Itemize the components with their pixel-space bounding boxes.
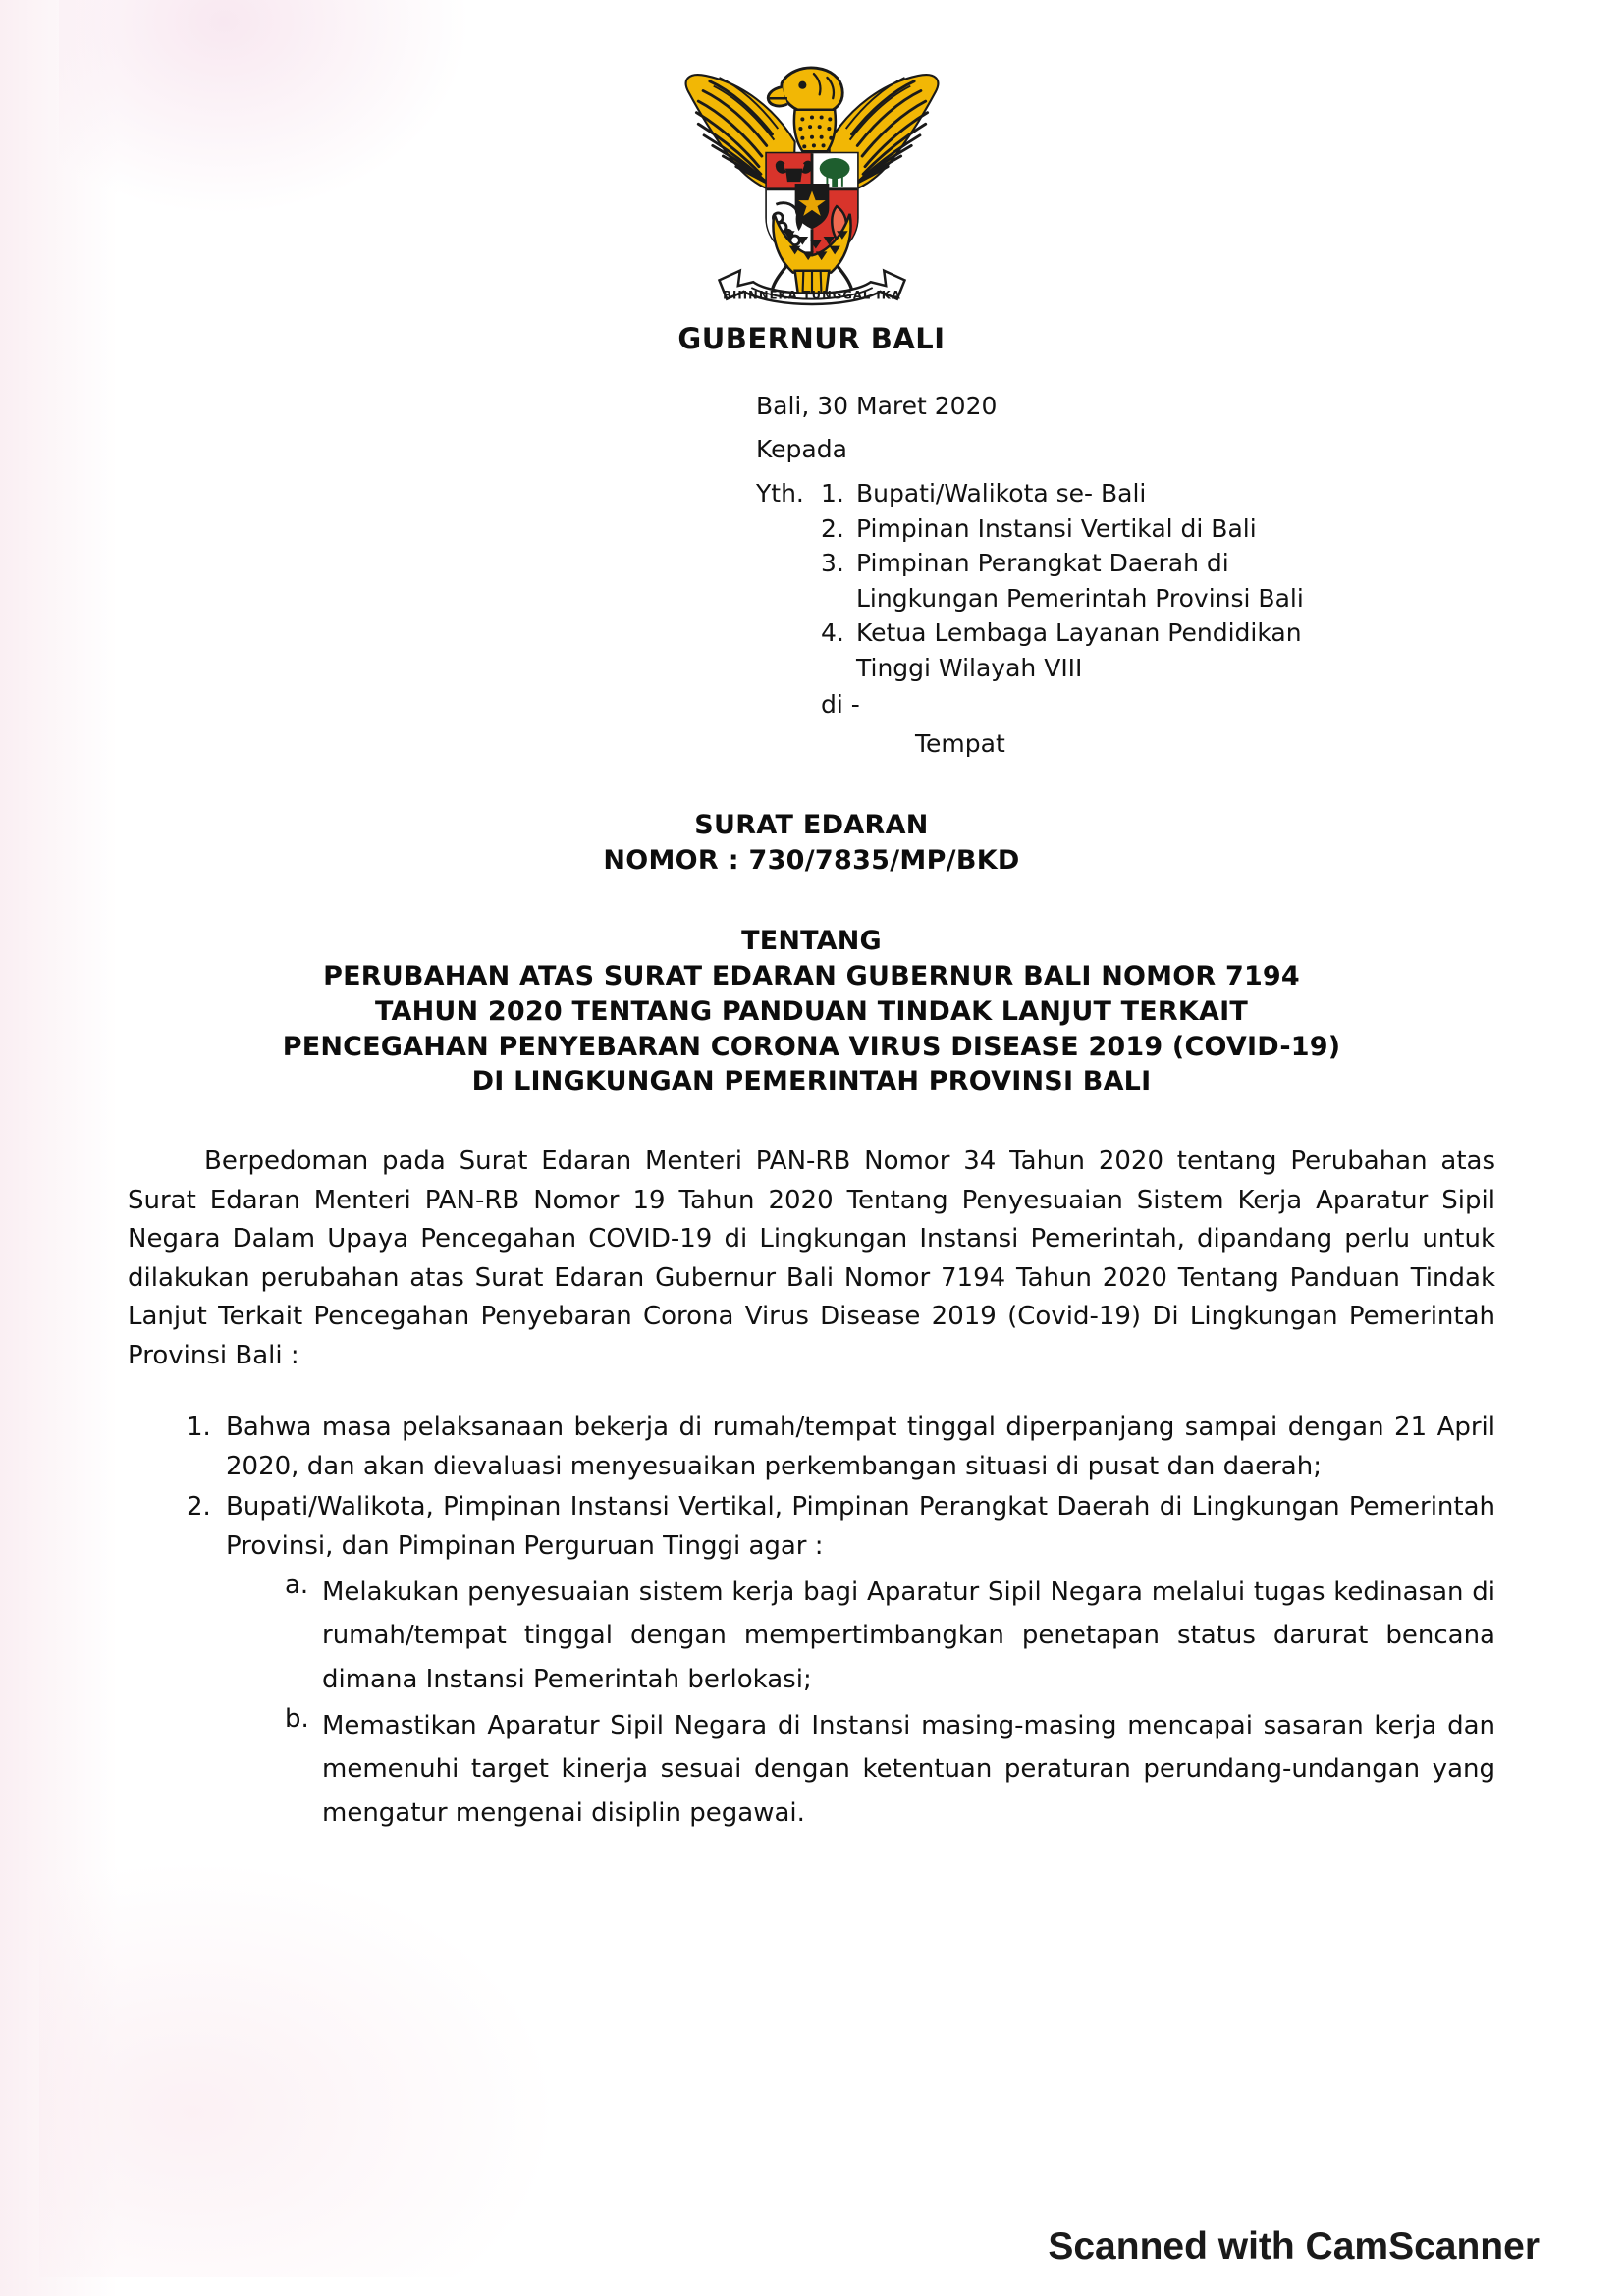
- subject-line-1: PERUBAHAN ATAS SURAT EDARAN GUBERNUR BALI NOMOR 7194: [323, 960, 1300, 991]
- item-marker: 2.: [187, 1492, 211, 1522]
- garuda-pancasila-emblem: [660, 51, 964, 316]
- recipient-number: 2.: [821, 513, 844, 543]
- list-item: [821, 511, 1304, 547]
- scan-tint-bottom: [39, 1865, 550, 2277]
- kepada-label: Kepada: [756, 434, 847, 463]
- sub-list: [128, 1571, 1495, 1836]
- recipient-number: 1.: [821, 479, 844, 507]
- tempat-line: Tempat: [915, 728, 1005, 758]
- item-text: Bupati/Walikota, Pimpinan Instansi Vertikal, Pimpinan Perangkat Daerah di Lingkungan Pemerintah Provinsi, dan Pimpinan Perguruan Tinggi agar :: [226, 1492, 1495, 1561]
- item-text: Bahwa masa pelaksanaan bekerja di rumah/tempat tinggal diperpanjang sampai dengan 21 April 2020, dan akan dievaluasi menyesuaikan perkembangan situasi di pusat dan daerah;: [226, 1413, 1495, 1481]
- list-item: [821, 476, 1304, 511]
- list-item: [128, 1488, 1495, 1566]
- subject-line-3: PENCEGAHAN PENYEBARAN CORONA VIRUS DISEASE 2019 (COVID-19): [282, 1031, 1341, 1062]
- page-title: GUBERNUR BALI: [677, 322, 946, 355]
- tentang-label: TENTANG: [741, 925, 882, 956]
- recipient-number: 3.: [821, 549, 844, 577]
- recipient-text: Pimpinan Instansi Vertikal di Bali: [856, 513, 1257, 543]
- subitem-text: Memastikan Aparatur Sipil Negara di Instansi masing-masing mencapai sasaran kerja dan memenuhi target kinerja sesuai dengan ketentuan peraturan perundang-undangan yang mengatur mengenai disiplin pegawai.: [322, 1710, 1495, 1829]
- camscanner-watermark: Scanned with CamScanner: [1048, 2225, 1540, 2268]
- document-title-block: [128, 808, 1495, 879]
- emblem-container: [128, 0, 1495, 316]
- numbered-list: [128, 1409, 1495, 1566]
- svg-text:BHINNEKA TUNGGAL IKA: BHINNEKA TUNGGAL IKA: [722, 288, 901, 302]
- recipient-continuation-line: [821, 581, 1304, 616]
- opening-paragraph: Berpedoman pada Surat Edaran Menteri PAN-RB Nomor 34 Tahun 2020 tentang Perubahan atas Surat Edaran Menteri PAN-RB Nomor 19 Tahun 2020 Tentang Penyesuaian Sistem Kerja Aparatur Sipil Negara Dalam Upaya Pencegahan COVID-19 di Lingkungan Instansi Pemerintah, dipandang perlu untuk dilakukan perubahan atas Surat Edaran Gubernur Bali Nomor 7194 Tahun 2020 Tentang Panduan Tindak Lanjut Terkait Pencegahan Penyebaran Corona Virus Disease 2019 (Covid-19) Di Lingkungan Pemerintah Provinsi Bali :: [128, 1147, 1495, 1370]
- di-line: di -: [821, 690, 860, 719]
- recipient-continuation: Lingkungan Pemerintah Provinsi Bali: [856, 583, 1304, 613]
- recipient-text: Ketua Lembaga Layanan Pendidikan: [856, 618, 1302, 647]
- recipient-continuation-line: [821, 651, 1304, 686]
- place-date: Bali, 30 Maret 2020: [756, 392, 998, 420]
- subject-line-4: DI LINGKUNGAN PEMERINTAH PROVINSI BALI: [471, 1066, 1152, 1097]
- list-item: [285, 1704, 1495, 1836]
- subject-line-2: TAHUN 2020 TENTANG PANDUAN TINDAK LANJUT TERKAIT: [374, 995, 1249, 1027]
- item-marker: 1.: [187, 1413, 211, 1443]
- subitem-marker: b.: [285, 1703, 309, 1734]
- subitem-text: Melakukan penyesuaian sistem kerja bagi Aparatur Sipil Negara melalui tugas kedinasan di rumah/tempat tinggal dengan mempertimbangkan penetapan status darurat bencana dimana Instansi Pemerintah berlokasi;: [322, 1576, 1495, 1694]
- list-item: [128, 1409, 1495, 1486]
- recipients-list: [821, 476, 1304, 761]
- recipient-text: Bupati/Walikota se- Bali: [856, 479, 1147, 507]
- recipients-row: [756, 476, 1495, 761]
- recipient-continuation: Tinggi Wilayah VIII: [856, 653, 1083, 682]
- document-subject-block: [128, 924, 1495, 1100]
- list-item: [285, 1571, 1495, 1702]
- title-surat-edaran: SURAT EDARAN: [694, 810, 929, 840]
- yth-label: Yth.: [756, 479, 804, 507]
- subitem-marker: a.: [285, 1570, 309, 1600]
- list-item: [821, 546, 1304, 581]
- recipient-text: Pimpinan Perangkat Daerah di: [856, 549, 1229, 577]
- address-block: [128, 389, 1495, 761]
- title-nomor: NOMOR : 730/7835/MP/BKD: [603, 844, 1020, 876]
- list-item: [821, 615, 1304, 651]
- recipient-number: 4.: [821, 618, 844, 647]
